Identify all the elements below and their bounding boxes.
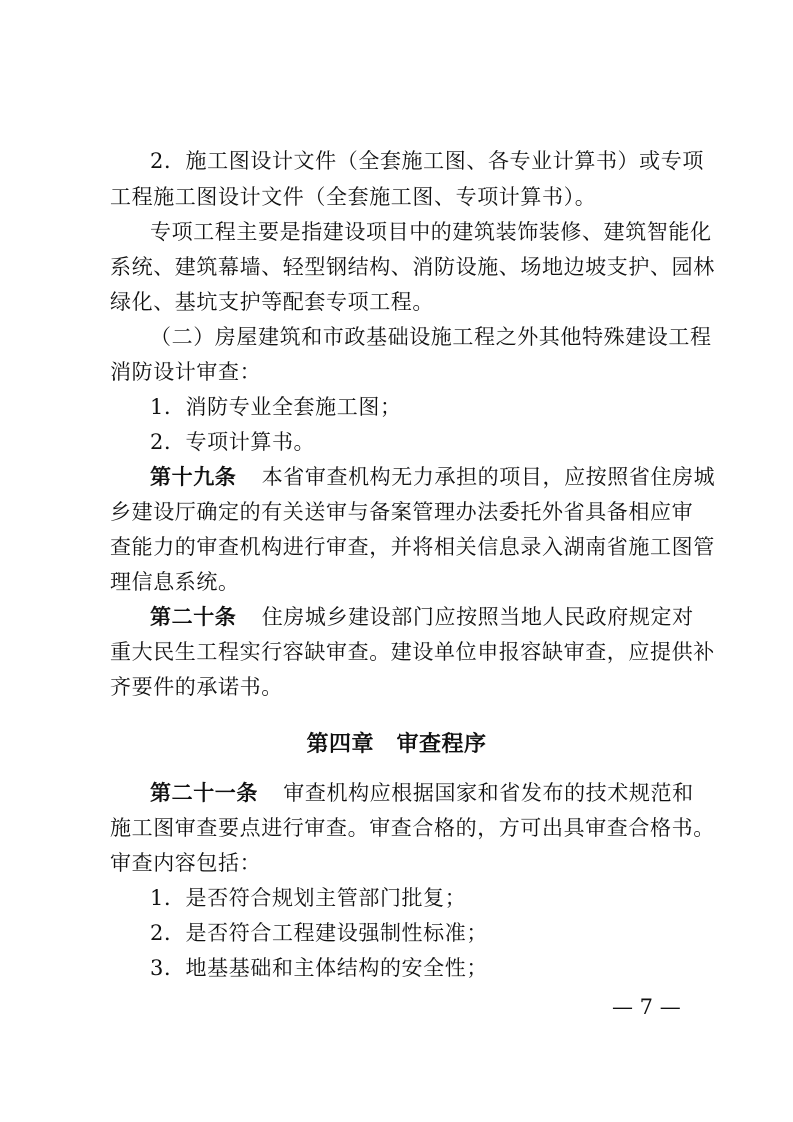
- article-21-label: 第二十一条: [150, 781, 258, 805]
- text-line: 1．消防专业全套施工图；: [150, 395, 402, 419]
- text-line: 审查内容包括：: [110, 851, 262, 875]
- page-number: — 7 —: [612, 995, 681, 1019]
- article-19-line: [150, 463, 730, 491]
- text-line: 齐要件的承诺书。: [110, 675, 283, 699]
- text-line: 乡建设厅确定的有关送审与备案管理办法委托外省具备相应审: [110, 500, 694, 524]
- text-line: 消防设计审查：: [110, 360, 262, 384]
- text-line: 理信息系统。: [110, 570, 240, 594]
- article-20-label: 第二十条: [150, 605, 237, 629]
- text-line: 3．地基基础和主体结构的安全性；: [150, 956, 488, 980]
- text-line: 2．是否符合工程建设强制性标准；: [150, 921, 488, 945]
- text-line: 重大民生工程实行容缺审查。建设单位申报容缺审查，应提供补: [110, 640, 715, 664]
- text-line: 2．专项计算书。: [150, 430, 316, 454]
- text-line: （二）房屋建筑和市政基础设施工程之外其他特殊建设工程: [150, 325, 712, 349]
- chapter-title: 第四章 审查程序: [306, 732, 487, 757]
- article-20-line: [150, 603, 730, 631]
- article-19-text: 本省审查机构无力承担的项目，应按照省住房城: [261, 465, 716, 489]
- article-21-text: 审查机构应根据国家和省发布的技术规范和: [283, 781, 694, 805]
- text-line: 工程施工图设计文件（全套施工图、专项计算书）。: [110, 185, 597, 209]
- text-line: 1．是否符合规划主管部门批复；: [150, 886, 467, 910]
- text-line: 查能力的审查机构进行审查，并将相关信息录入湖南省施工图管: [110, 535, 715, 559]
- article-21-line: [150, 779, 730, 807]
- article-19-label: 第十九条: [150, 465, 237, 489]
- text-line: 专项工程主要是指建设项目中的建筑装饰装修、建筑智能化: [150, 220, 712, 244]
- article-20-text: 住房城乡建设部门应按照当地人民政府规定对: [261, 605, 694, 629]
- text-line: 施工图审查要点进行审查。审查合格的，方可出具审查合格书。: [110, 816, 715, 840]
- text-line: 2．施工图设计文件（全套施工图、各专业计算书）或专项: [150, 149, 704, 173]
- text-line: 系统、建筑幕墙、轻型钢结构、消防设施、场地边坡支护、园林: [110, 255, 715, 279]
- text-line: 绿化、基坑支护等配套专项工程。: [110, 290, 434, 314]
